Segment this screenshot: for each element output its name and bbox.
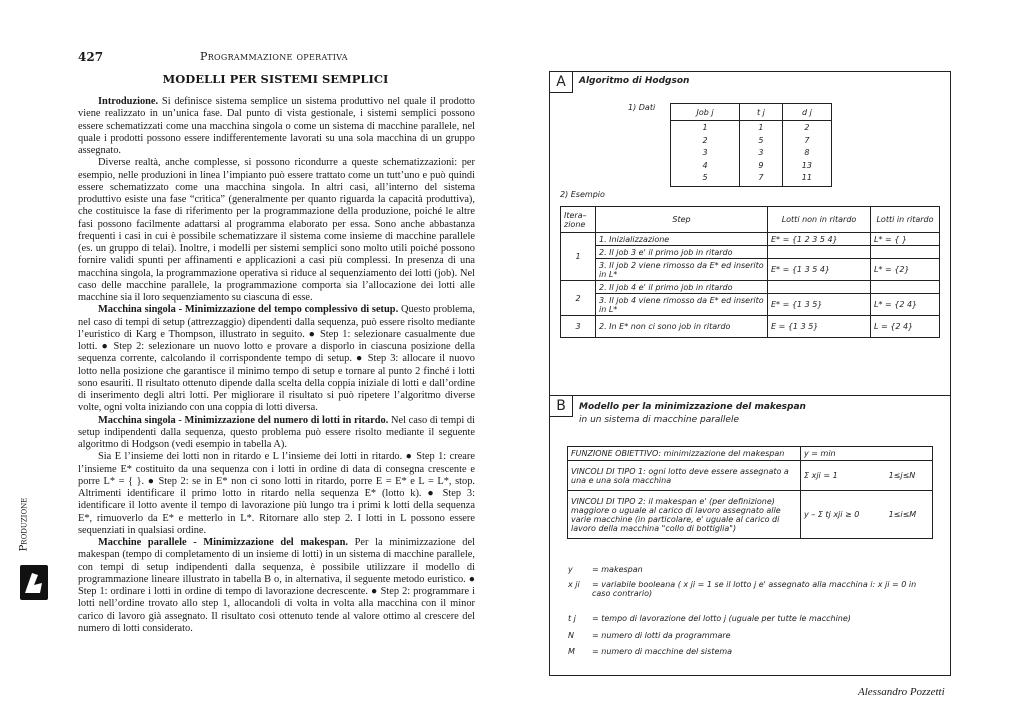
- esempio-label: 2) Esempio: [560, 190, 605, 199]
- page-number: 427: [78, 50, 104, 64]
- legend-item: t j = tempo di lavorazione del lotto j (uguale per tutte le macchine): [568, 614, 851, 623]
- legend-item: N = numero di lotti da programmare: [568, 631, 731, 640]
- dati-table: Job j t j d j 1 2 3 4 5 1 5 3 9 7 2 7 8 13 11: [670, 103, 832, 187]
- section-divider: [550, 395, 950, 396]
- side-tab: [18, 495, 42, 565]
- paragraph: Macchina singola - Minimizzazione del tempo complessivo di setup. Questo problema, nel caso di tempi di setup (attrezzaggio) dipendenti dalla sequenza, può essere risolto mediante l’euristico di Karg e Thompson, illustrato in seguito. ● Step 1: selezionare casualmente due lotti. ● Step 2: selezionare un nuovo lotto e provare a disporlo in ciascuna posizione della sequenza corrente, calcolando il corrispondente tempo di setup. ● Step 3: allocare il nuovo lotto nella posizione che garantisce il minimo tempo di setup e tornare al punto 2 finché i lotti sono esauriti. Il risultato ottenuto dipende dalla scelta della coppia iniziale di lotti e dall’ordine di inserimento degli altri lotti. Per migliorare il risultato si può ripetere l’algoritmo diverse volte, ogni volta iniziando con una coppia di lotti diversa.: [78, 304, 476, 414]
- esempio-table: Itera– zione Step Lotti non in ritardo Lotti in ritardo 1 1. Inizializzazione E* = {1 2 3 5 4} L* = { } 2. Il job 3 e' il primo job in ritardo 3. Il job 2 viene rimosso da E* ed inserito in L* E* = {1 3 5 4} L* = {2} 2 2. Il job 4 e' il primo job in ritardo 3. Il job 4 viene rimosso da E* ed inserito in L* E* = {1 3 5} L* = {2 4} 3 2. In E* non ci sono job in ritardo E = {1 3 5} L = {2 4}: [560, 206, 940, 338]
- section-a-title: Algoritmo di Hodgson: [579, 76, 690, 86]
- paragraph: Sia E l’insieme dei lotti non in ritardo e L l’insieme dei lotti in ritardo. ● Step 1: creare l’insieme E* costituito da una sequenza con i lotti in ordine di data di consegna crescente e porre L* = { }. ● Step 2: se in E* non ci sono lotti in ritardo, porre E = E* e L = L*, stop. Altrimenti identificare il primo lotto in ritardo nella sequenza E* (lotto k). ● Step 3: identificare il lotto avente il tempo di lavorazione più lungo tra i primi k lotti della sequenza E*, rimuoverlo da E* e metterlo in L*. Ritornare allo step 2. I lotti in L possono essere sequenziati in qualsiasi ordine.: [78, 451, 475, 536]
- paragraph: Diverse realtà, anche complesse, si possono ricondurre a queste schematizzazioni: per esempio, nelle produzioni in linea l’impianto può essere trattato come un tutt’uno e può quindi essere schematizzato come una macchina singola. In altri casi, all’interno del sistema produttivo esiste una fase “critica” (generalmente per quanto riguarda la capacità produttiva), che costituisce la fase di riferimento per la programmazione della produzione, poiché le altre fasi possono facilmente adattarsi al programma elaborato per essa. Sono anche abbastanza frequenti i casi in cui è possibile schematizzare il sistema come insieme di macchine parallele (es. un gruppo di telai). Inoltre, i modelli per sistemi semplici sono molto utili poiché possono fornire validi spunti per affinamenti e applicazioni a casi più complessi. In presenza di una macchina singola, la programmazione operativa si riduce al sequenziamento dei lotti (job). Nel caso delle macchine parallele, la programmazione comporta sia l’allocazione dei lotti alle macchine sia il loro sequenziamento su ciascuna di esse.: [78, 157, 475, 303]
- production-icon: [20, 565, 48, 600]
- legend-item: y = makespan: [568, 565, 643, 574]
- side-label: Produzione: [18, 497, 30, 552]
- legend: [568, 565, 938, 663]
- author-name: Alessandro Pozzetti: [858, 686, 945, 698]
- paragraph: Macchina singola - Minimizzazione del numero di lotti in ritardo. Nel caso di tempi di setup indipendenti dalla sequenza, questo problema può essere risolto mediante il seguente algoritmo di Hodgson (vedi esempio in tabella A).: [78, 414, 476, 450]
- figure-box: [549, 71, 951, 676]
- article-body: [78, 96, 475, 635]
- paragraph: Introduzione. Si definisce sistema semplice un sistema produttivo nel quale il prodotto viene realizzato in un’unica fase. Dal punto di vista gestionale, i sistemi semplici possono essere schematizzati come una macchina singola o come un sistema di macchine parallele, nel quale i prodotti possono essere indifferentemente lavorati su una sola macchina di un gruppo assegnato.: [78, 96, 475, 156]
- legend-item: M = numero di macchine del sistema: [568, 647, 733, 656]
- section-b-label: B: [550, 396, 573, 417]
- model-table: FUNZIONE OBIETTIVO: minimizzazione del makespan y = min VINCOLI DI TIPO 1: ogni lotto deve essere assegnato a una e una sola macchina Σ xji = 1 1≤j≤N VINCOLI DI TIPO 2: il makespan e' (per definizione) maggiore o uguale al carico di lavoro assegnato alle varie macchine (in particolare, e' uguale al carico di lavoro della macchina "collo di bottiglia") y – Σ tj xji ≥ 0 1≤i≤M: [567, 446, 933, 539]
- section-b-subtitle: in un sistema di macchine parallele: [579, 415, 740, 425]
- legend-item: x ji = variabile booleana ( x ji = 1 se il lotto j e' assegnato alla macchina i: x ji = 0 in caso contrario): [568, 580, 917, 598]
- paragraph: Macchine parallele - Minimizzazione del makespan. Per la minimizzazione del makespan (tempo di completamento di un insieme di lotti) in un sistema di macchine parallele, con tempi di setup indipendenti dalla sequenza, è possibile utilizzare il modello di programmazione lineare illustrato in tabella B o, in alternativa, il seguente metodo euristico. ● Step 1: ordinare i lotti in ordine di tempo di lavorazione decrescente. ● Step 2: programmare i lotti nell’ordine trovato allo step 1, allocandoli di volta in volta alla macchina con il minor carico di lavoro già assegnato. Il risultato così ottenuto tende al valore ottimo al crescere del numero di lotti considerato.: [78, 537, 475, 634]
- running-header: Programmazione operativa: [200, 50, 348, 63]
- section-a-label: A: [550, 72, 573, 93]
- article-title: MODELLI PER SISTEMI SEMPLICI: [162, 72, 389, 86]
- section-b-title: Modello per la minimizzazione del makespan: [579, 402, 806, 412]
- dati-label: 1) Dati: [628, 103, 656, 112]
